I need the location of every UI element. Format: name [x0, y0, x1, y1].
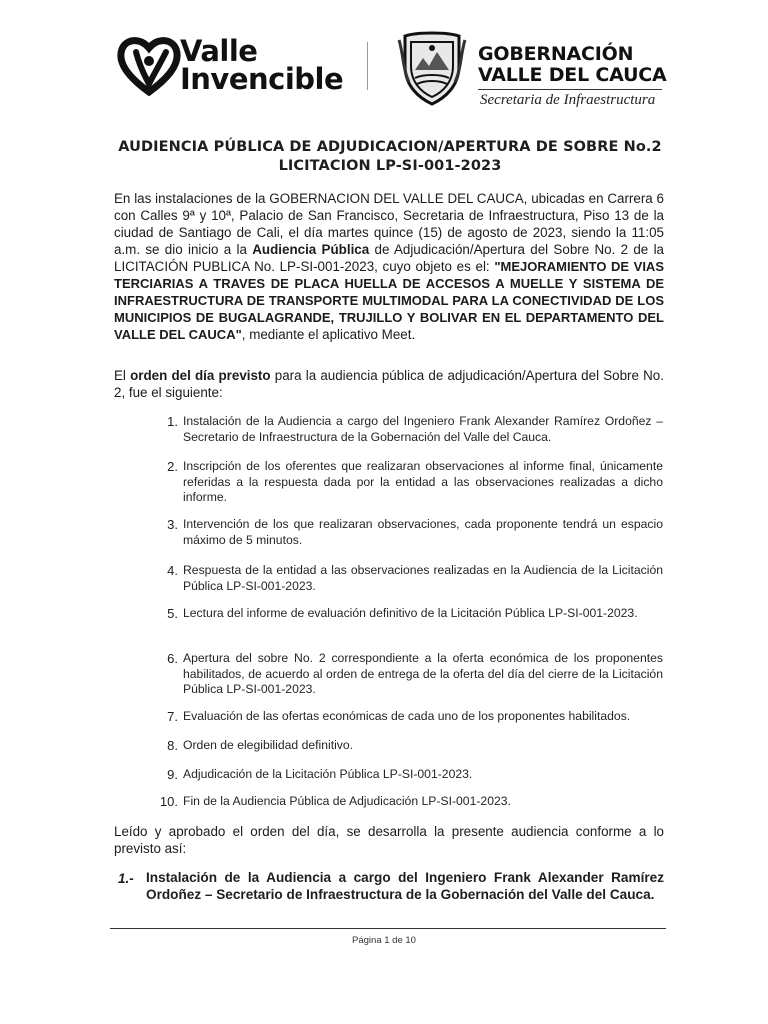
orden-paragraph	[114, 367, 664, 401]
agenda-item-text: Respuesta de la entidad a las observaciones realizadas en la Audiencia de la Licitación Pública LP-SI-001-2023.	[183, 563, 663, 593]
gov-secretaria: Secretaria de Infraestructura	[480, 92, 656, 108]
agenda-item-text: Orden de elegibilidad definitivo.	[183, 738, 354, 752]
title-line-1: AUDIENCIA PÚBLICA DE ADJUDICACION/APERTURA DE SOBRE No.2	[118, 139, 662, 155]
orden-pre: El	[114, 368, 131, 383]
gov-line-1: GOBERNACIÓN	[478, 43, 634, 65]
agenda-item-text: Lectura del informe de evaluación definitivo de la Licitación Pública LP-SI-001-2023.	[183, 606, 638, 620]
agenda-item-text: Inscripción de los oferentes que realizaran observaciones al informe final, únicamente referidas a la respuesta dada por la entidad a las observaciones realizadas a dicho informe.	[183, 459, 663, 504]
coat-of-arms-icon	[397, 30, 467, 106]
agenda-item-number: 9.	[167, 767, 178, 782]
agenda-item-number: 6.	[167, 651, 178, 666]
agenda-item-number: 3.	[167, 517, 178, 532]
orden-bold: orden del día previsto	[130, 368, 271, 383]
agenda-item-number: 7.	[167, 709, 178, 724]
gov-underline	[478, 89, 662, 90]
intro-paragraph	[114, 190, 664, 343]
gobernacion-heading	[478, 44, 667, 109]
intro-part-3: de Adjudicación/Apertura del Sobre No. 2 de la LICITACIÓN PUBLICA No. LP-SI-001-2023, cuyo objeto es el:	[114, 242, 664, 274]
intro-part-1: En las instalaciones de la GOBERNACION DEL VALLE DEL CAUCA, ubicadas en Carrera 6 con Calles 9ª y 10ª, Palacio de San Francisco, Secretaria de Infraestructura, Piso 13 de la ciudad de Santiago de Cali, el día martes quince (15) de agosto de 2023, siendo la 11:05 a.m. se dio inicio a la	[114, 191, 664, 257]
header-divider	[367, 42, 368, 90]
agenda-item-number: 8.	[167, 738, 178, 753]
intro-part-4: , mediante el aplicativo Meet.	[241, 327, 416, 342]
agenda-item-number: 4.	[167, 563, 178, 578]
valle-invencible-logo	[116, 34, 356, 98]
leido-paragraph: Leído y aprobado el orden del día, se desarrolla la presente audiencia conforme a lo previsto así:	[114, 824, 664, 856]
agenda-item-text: Instalación de la Audiencia a cargo del Ingeniero Frank Alexander Ramírez Ordoñez – Secretario de Infraestructura de la Gobernación del Valle del Cauca.	[183, 414, 663, 444]
logo-word-invencible: Invencible	[180, 62, 344, 96]
agenda-item-text: Evaluación de las ofertas económicas de cada uno de los proponentes habilitados.	[183, 709, 631, 723]
valle-invencible-heart-icon	[116, 34, 182, 96]
gov-line-2: VALLE DEL CAUCA	[478, 64, 667, 86]
agenda-item-number: 2.	[167, 459, 178, 474]
page-number: Página 1 de 10	[352, 935, 416, 946]
footer-rule	[110, 928, 666, 929]
agenda-item-text: Adjudicación de la Licitación Pública LP-SI-001-2023.	[183, 767, 473, 781]
agenda-item-text: Intervención de los que realizaran observaciones, cada proponente tendrá un espacio máximo de 5 minutos.	[183, 517, 663, 547]
agenda-item-number: 10.	[159, 794, 178, 809]
title-line-2: LICITACION LP-SI-001-2023	[278, 158, 502, 174]
agenda-item-number: 5.	[167, 606, 178, 621]
section-1-heading: Instalación de la Audiencia a cargo del Ingeniero Frank Alexander Ramírez Ordoñez – Secretario de Infraestructura de la Gobernación del Valle del Cauca.	[146, 870, 664, 902]
document-title	[100, 138, 680, 176]
logo-word-valle: Valle	[180, 34, 258, 68]
intro-audiencia-publica: Audiencia Pública	[252, 242, 370, 257]
intro-objeto: "MEJORAMIENTO DE VIAS TERCIARIAS A TRAVES DE PLACA HUELLA DE ACCESOS A MUELLE Y SISTEMA DE INFRAESTRUCTURA DE TRANSPORTE MULTIMODAL PARA LA CONECTIVIDAD DE LOS MUNICIPIOS DE BUGALAGRANDE, TRUJILLO Y BOLIVAR EN EL DEPARTAMENTO DEL VALLE DEL CAUCA"	[114, 259, 664, 342]
agenda-item-number: 1.	[167, 414, 178, 429]
orden-post: para la audiencia pública de adjudicación/Apertura del Sobre No. 2, fue el siguiente:	[114, 368, 664, 400]
agenda-item-text: Fin de la Audiencia Pública de Adjudicación LP-SI-001-2023.	[183, 794, 511, 808]
agenda-item-text: Apertura del sobre No. 2 correspondiente a la oferta económica de los proponentes habilitados, de acuerdo al orden de entrega de la oferta del día del cierre de la Licitación Pública LP-SI-001-2023.	[183, 651, 663, 696]
section-1-number: 1.-	[118, 871, 134, 886]
